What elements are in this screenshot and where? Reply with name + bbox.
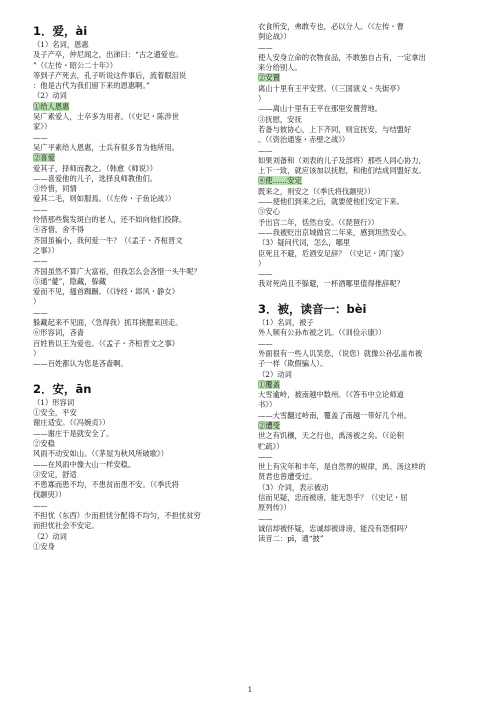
line-text: ⑤通“薆”，隐藏，躲藏 <box>33 276 107 286</box>
line-text: ④使……安定 <box>258 176 302 186</box>
line-text: ①给人恩惠 <box>33 101 70 111</box>
text-line <box>258 156 470 166</box>
line-text: 1．爱，ài <box>33 24 88 38</box>
line-text: 若备与彼协心，上下齐同，则宜抚安，与结盟好 <box>258 124 412 134</box>
line-text: ——我被贬出京城做官二年来，感到坦然安心。 <box>258 227 412 237</box>
text-line <box>33 449 245 459</box>
text-line <box>258 390 470 400</box>
text-line <box>258 462 470 472</box>
text-line <box>258 259 470 269</box>
line-text: ④吝惜，舍不得 <box>33 225 85 235</box>
text-line <box>33 50 245 60</box>
line-text: 等到子产死去，孔子听说这件事后，流着眼泪说 <box>33 70 187 80</box>
line-text: ③抚慰，安抚 <box>258 114 302 124</box>
line-text: 齐国虽褊小，我何爱一牛？（《孟子・齐桓晋文 <box>33 235 183 245</box>
section-heading <box>33 380 245 398</box>
line-text: 诚信却被怀疑，忠诚却被诽谤，能没有怨恨吗？ <box>258 523 412 533</box>
text-line <box>258 63 470 73</box>
highlighted-sense-line <box>33 102 245 112</box>
line-text: 之事》） <box>33 245 59 255</box>
line-text: 爱其子，择师而教之。（韩愈《师说》） <box>33 163 158 173</box>
section-heading <box>258 300 470 318</box>
text-line <box>33 215 245 225</box>
line-text: ：他是古代为我们留下来的恩惠啊。” <box>33 81 150 91</box>
text-line <box>33 308 245 318</box>
text-line <box>258 472 470 482</box>
line-text: 世上有灾年和丰年，是自然界的规律，禹、汤这样的 <box>258 462 426 472</box>
line-text: 及子产卒，仲尼闻之，出涕曰：“古之遗爱也。 <box>33 50 183 60</box>
text-line <box>33 81 245 91</box>
line-text: ——大雪翻过岭南，覆盖了南越一带好几个州。 <box>258 410 412 420</box>
line-text: ”（《左传・昭公二十年》） <box>33 60 117 70</box>
text-line <box>258 503 470 513</box>
line-text: —— <box>33 132 48 142</box>
text-line <box>258 84 470 94</box>
text-line <box>33 408 245 418</box>
text-line <box>33 287 245 297</box>
line-text: 既来之，则安之（《季氏将伐颛臾》） <box>258 186 375 196</box>
line-text: （2）动词 <box>33 91 67 101</box>
line-text: （1）名词，被子 <box>258 318 314 328</box>
line-text: —— <box>33 256 48 266</box>
line-text: ②喜爱 <box>33 153 55 163</box>
line-text: 离山十里有王平安营。（《三国演义・失街亭》 <box>258 83 404 93</box>
line-text: （2）动词 <box>33 531 67 541</box>
line-text: 读音二：pī，通“披” <box>258 534 324 544</box>
line-text: ②安稳 <box>33 438 55 448</box>
line-text: （3）介词，表示被动 <box>258 482 329 492</box>
line-text: 爱而不见，搔首踟蹰。（《诗经・邶风・静女》 <box>33 287 179 297</box>
line-text: 大雪逾岭，被南越中数州。（《答韦中立论师道 <box>258 390 404 400</box>
line-text: ①安身 <box>33 541 55 551</box>
text-line <box>33 112 245 122</box>
text-line <box>258 125 470 135</box>
line-text: 吴广平素给人恩惠，士兵有很多肯为他所用。 <box>33 142 179 152</box>
text-line <box>33 267 245 277</box>
spacer <box>33 370 245 380</box>
text-line <box>33 349 245 359</box>
text-line <box>258 431 470 441</box>
text-line <box>258 359 470 369</box>
text-line <box>33 205 245 215</box>
text-line <box>258 349 470 359</box>
text-line <box>33 256 245 266</box>
text-line <box>258 493 470 503</box>
text-line <box>258 483 470 493</box>
line-text: 外人频有公孙布被之讥。（《训俭示康》） <box>258 328 386 338</box>
text-line <box>33 236 245 246</box>
text-line <box>33 91 245 101</box>
left-column <box>33 22 245 552</box>
text-line <box>33 133 245 143</box>
line-text: ——离山十里有王平在那里安置营地。 <box>258 104 383 114</box>
text-line <box>258 53 470 63</box>
line-text: ——喜爱他的儿子，选择良师教他们。 <box>33 173 158 183</box>
line-text: 子一样（欺假骗人）。 <box>258 359 328 369</box>
text-line <box>258 400 470 410</box>
line-text: 贮疏》） <box>258 441 284 451</box>
text-line <box>258 228 470 238</box>
text-line <box>33 184 245 194</box>
text-line <box>258 514 470 524</box>
spacer <box>258 290 470 300</box>
line-text: —— <box>33 307 48 317</box>
line-text: 衣食所安，弗敢专也，必以分人。（《左传・曹 <box>258 22 404 31</box>
line-text: （1）名词，恩惠 <box>33 40 89 49</box>
text-line <box>33 122 245 132</box>
line-text: 百姓皆以王为爱也。（《孟子・齐桓晋文之事》 <box>33 338 179 348</box>
line-text: ——谢庄于是就安全了。 <box>33 428 114 438</box>
text-line <box>258 43 470 53</box>
line-text: ——百姓都认为您是吝啬啊。 <box>33 359 128 369</box>
line-text: —— <box>258 338 273 348</box>
text-line <box>33 339 245 349</box>
line-text: 3．被，读音一：bèi <box>258 302 367 317</box>
line-text: ） <box>258 94 266 104</box>
line-text: 而担忧社会不安定。 <box>33 521 99 531</box>
line-text: 臣死且不避，卮酒安足辞？（《史记・鸿门宴》 <box>258 248 408 258</box>
line-text: ） <box>33 348 41 358</box>
line-text: ——使他们到来之后，就要使他们安定下来。 <box>258 197 404 207</box>
text-line <box>33 225 245 235</box>
text-line <box>33 439 245 449</box>
text-line <box>33 418 245 428</box>
text-line <box>258 135 470 145</box>
line-text: ——在风雨中像大山一样安稳。 <box>33 459 136 469</box>
text-line <box>258 279 470 289</box>
line-text: 家》） <box>33 122 52 132</box>
line-text: ③怜惜，同情 <box>33 184 77 194</box>
text-line <box>33 71 245 81</box>
text-line <box>258 452 470 462</box>
line-text: 世之有饥穰，天之行也，禹汤被之矣。（《论积 <box>258 431 404 441</box>
text-line <box>258 218 470 228</box>
line-text: 外面很有一些人讥笑您，（说您）就像公孙弘盖布被 <box>258 348 423 358</box>
text-line <box>258 339 470 349</box>
text-line <box>33 174 245 184</box>
text-line <box>33 318 245 328</box>
text-line <box>258 166 470 176</box>
highlighted-sense-line <box>258 380 470 390</box>
text-line <box>258 318 470 328</box>
text-line <box>33 429 245 439</box>
text-line <box>258 328 470 338</box>
line-text: —— <box>258 145 273 155</box>
text-line <box>258 207 470 217</box>
line-text: —— <box>258 269 273 279</box>
text-line <box>33 542 245 552</box>
text-line <box>33 143 245 153</box>
line-text: 上下一致，就应该加以抚慰，和他们结成同盟好友。 <box>258 166 426 176</box>
line-text: （3）疑问代词，怎么，哪里 <box>258 238 351 248</box>
line-text: ③安定，舒适 <box>33 469 77 479</box>
text-line <box>258 104 470 114</box>
line-text: 不患寡而患不均，不患贫而患不安。（《季氏将 <box>33 480 179 490</box>
text-line <box>258 238 470 248</box>
text-line <box>33 328 245 338</box>
text-line <box>258 524 470 534</box>
text-line <box>258 534 470 544</box>
text-line <box>33 398 245 408</box>
text-line <box>258 442 470 452</box>
line-text: 齐国虽然不算广大富裕，但我怎么会吝惜一头牛呢？ <box>33 266 201 276</box>
line-text: 躲藏起来不见面，（急得我）抓耳挠腮来回走。 <box>33 318 183 328</box>
text-line <box>258 94 470 104</box>
highlighted-sense-line <box>258 421 470 431</box>
line-text: （2）动词 <box>258 369 292 379</box>
line-text: 予出宫二年，恬然自安。（《琵琶行》） <box>258 217 379 227</box>
text-line <box>258 370 470 380</box>
line-text: 来分给别人。 <box>258 63 302 73</box>
line-text: 原列传》） <box>258 503 291 513</box>
text-line <box>258 115 470 125</box>
text-line <box>258 187 470 197</box>
line-text: 使人安身立命的衣物食品，不敢独自占有，一定拿出 <box>258 52 426 62</box>
line-text: 谢庄适安。（《冯婉贞》） <box>33 418 110 428</box>
line-text: 2．安，ān <box>33 381 92 396</box>
line-text: 吴广素爱人，士卒多为用者。（《史记・陈涉世 <box>33 112 179 122</box>
line-text: ①安全，平安 <box>33 408 77 418</box>
highlighted-sense-line <box>33 153 245 163</box>
text-line <box>33 480 245 490</box>
line-text: 如果刘备和（刘表的儿子及部将）那些人同心协力， <box>258 155 426 165</box>
text-line <box>33 511 245 521</box>
text-line <box>33 40 245 50</box>
line-text: （1）形容词 <box>33 397 75 407</box>
text-line <box>33 490 245 500</box>
line-text: 信而见疑，忠而被谤，能无怨乎？（《史记・屈 <box>258 493 408 503</box>
line-text: —— <box>258 513 273 523</box>
line-text: ） <box>33 297 41 307</box>
text-line <box>33 246 245 256</box>
line-text: —— <box>33 500 48 510</box>
text-line <box>33 501 245 511</box>
line-text: ） <box>258 258 266 268</box>
line-text: —— <box>258 42 273 52</box>
line-text: ①覆盖 <box>258 379 280 389</box>
line-text: ②遭受 <box>258 420 280 430</box>
text-line <box>258 22 470 32</box>
text-line <box>33 297 245 307</box>
line-text: ⑤安心 <box>258 207 280 217</box>
text-line <box>258 249 470 259</box>
text-line <box>258 269 470 279</box>
line-text: 怜惜那些鬓发斑白的老人，还不如向他们投降。 <box>33 215 187 225</box>
page-number: 1 <box>247 686 253 694</box>
line-text: —— <box>33 204 48 214</box>
highlighted-sense-line <box>258 73 470 83</box>
line-text: 我对死尚且不躲避，一杯酒哪里值得推辞呢？ <box>258 279 404 289</box>
highlighted-sense-line <box>258 176 470 186</box>
text-line <box>258 146 470 156</box>
right-column <box>258 22 470 545</box>
text-line <box>33 460 245 470</box>
line-text: 不担忧（东西）少而担忧分配得不均匀，不担忧贫穷 <box>33 511 201 521</box>
text-line <box>33 521 245 531</box>
line-text: 伐颛臾》） <box>33 490 66 500</box>
section-heading <box>33 22 245 40</box>
text-line <box>33 61 245 71</box>
line-text: 书》） <box>258 400 277 410</box>
line-text: 风雨不动安如山。（《茅屋为秋风所破歌》） <box>33 449 168 459</box>
text-line <box>33 532 245 542</box>
line-text: —— <box>258 451 273 461</box>
line-text: 。（《资治通鉴・赤壁之战》） <box>258 135 350 145</box>
text-line <box>33 277 245 287</box>
line-text: ②安置 <box>258 73 280 83</box>
text-line <box>33 194 245 204</box>
line-text: ⑥形容词，吝啬 <box>33 328 85 338</box>
text-line <box>258 32 470 42</box>
text-line <box>33 470 245 480</box>
text-line <box>258 411 470 421</box>
text-line <box>258 197 470 207</box>
line-text: 贤君也曾遭受过。 <box>258 472 317 482</box>
line-text: 爱其二毛，则如服焉。（《左传・子鱼论战》） <box>33 194 176 204</box>
line-text: 刿论战》） <box>258 32 291 42</box>
text-line <box>33 359 245 369</box>
text-line <box>33 164 245 174</box>
